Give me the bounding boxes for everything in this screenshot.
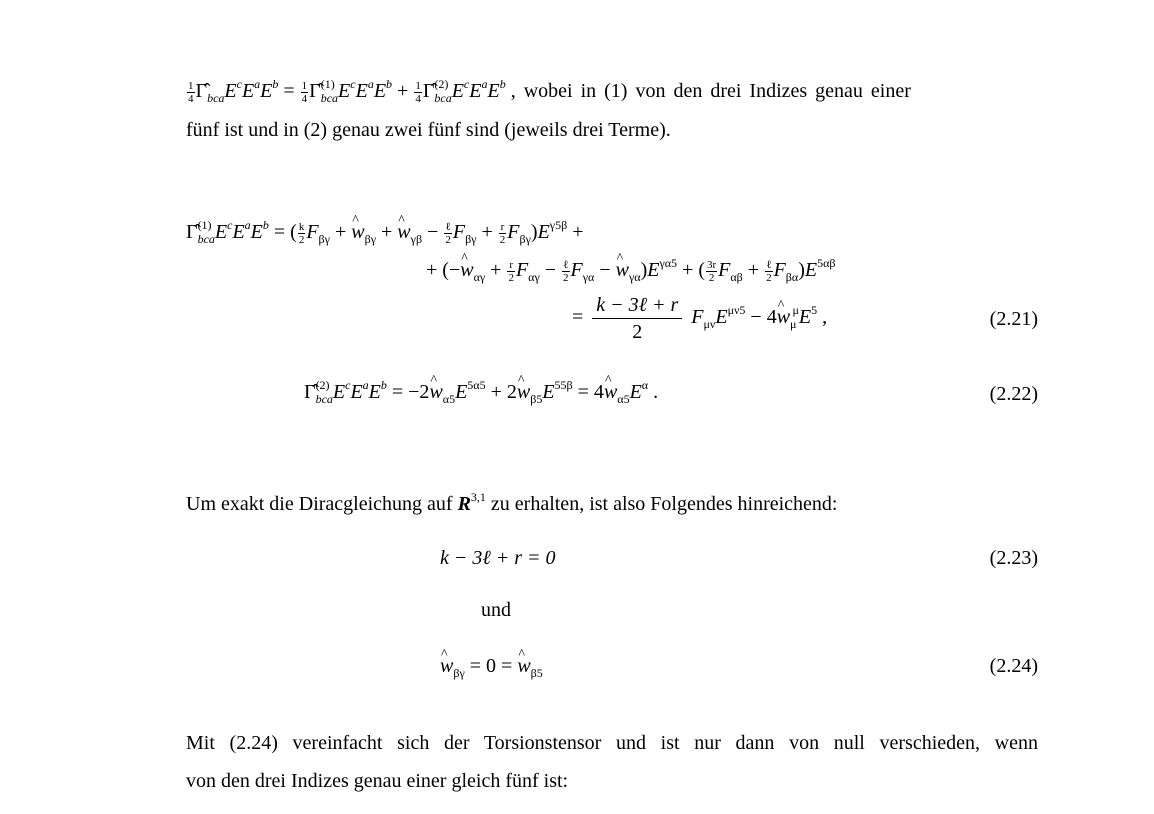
dirac-text-after: zu erhalten, ist also Folgendes hinreichend: bbox=[490, 493, 838, 515]
eq221-line2: + (−^ $w_{\alpha\gamma}$ + $\frac{r}{2}$ $F_{\alpha\gamma}$ − $\frac{\text{ℓ}}{2}$ $F_{\gamma\alpha}$ − ^ $w_{\gamma\alpha})E^{\gamma\alpha 5}$ + ( $\frac{3r}{2}$ $F_{\alpha\beta}$ + $\frac{\text{ℓ}}{2}$ $F_{\beta\alpha})E^{5\alpha\beta}$ bbox=[426, 258, 836, 284]
eq223: k − 3ℓ + r = 0 bbox=[440, 547, 556, 569]
eq222: $\Gammâ^{(2)}_{bca}E^cE^aE^b$ = −2^ $w_{\alpha 5}E^{5\alpha 5}$ + 2^ $w_{\beta 5}E^{55\beta}$ = 4^ $w_{\alpha 5}E^\alpha$ . bbox=[304, 380, 658, 404]
dirac-sentence bbox=[186, 492, 837, 516]
spacetime-signature: 3,1 bbox=[470, 490, 486, 504]
intro-formula-line bbox=[186, 79, 1038, 105]
eq224: ^ $w_{\beta\gamma} = 0$ = ^ $w_{\beta 5}$ bbox=[440, 654, 543, 678]
und-word: und bbox=[481, 599, 511, 621]
inline-formula-gamma-decomposition: $\frac{1}{4}$ $\Gammâ_{bca}E^cE^aE^b$ = $\frac{1}{4}$ $\Gammâ^{(1)}_{bca}E^cE^aE^b$ + $\frac{1}{4}$ $\Gammâ^{(2)}_{bca}E^cE^aE^b$ bbox=[188, 77, 506, 105]
eq223-number: (2.23) bbox=[989, 547, 1038, 569]
eq221-number: (2.21) bbox=[989, 308, 1038, 330]
eq221-denominator: 2 bbox=[632, 321, 643, 343]
eq222-number: (2.22) bbox=[989, 383, 1038, 405]
dirac-text-before: Um exakt die Diracgleichung auf bbox=[186, 493, 453, 515]
eq224-number: (2.24) bbox=[989, 655, 1038, 677]
torsion-text-2: von den drei Indizes genau einer gleich fünf ist: bbox=[186, 770, 569, 792]
eq221-line3: = k − 3ℓ + r 2 $F_{\mu\nu}E^{\mu\nu 5}$ − 4^ $w_\mu^\mu E^5$ , bbox=[572, 292, 827, 345]
intro-text-1: , wobei in (1) von den drei Indizes genau einer bbox=[510, 80, 911, 102]
eq221-numerator: k − 3ℓ + r bbox=[592, 292, 682, 319]
intro-text-2: fünf ist und in (2) genau zwei fünf sind (jeweils drei Terme). bbox=[186, 119, 671, 141]
spacetime-symbol: R bbox=[457, 493, 471, 515]
torsion-text-1: Mit (2.24) vereinfacht sich der Torsionstensor und ist nur dann von null verschieden, wenn bbox=[186, 732, 1038, 754]
eq221-line1: $\Gammâ^{(1)}_{bca}E^cE^aE^b$ = ( $\frac{k}{2}$ $F_{\beta\gamma}$ + ^ $w_{\beta\gamma}$ + ^ $w_{\gamma\beta}$ − $\frac{\text{ℓ}}{2}$ $F_{\beta\gamma}$ + $\frac{r}{2}$ $F_{\beta\gamma})E^{\gamma 5\beta}$ + bbox=[186, 220, 584, 246]
